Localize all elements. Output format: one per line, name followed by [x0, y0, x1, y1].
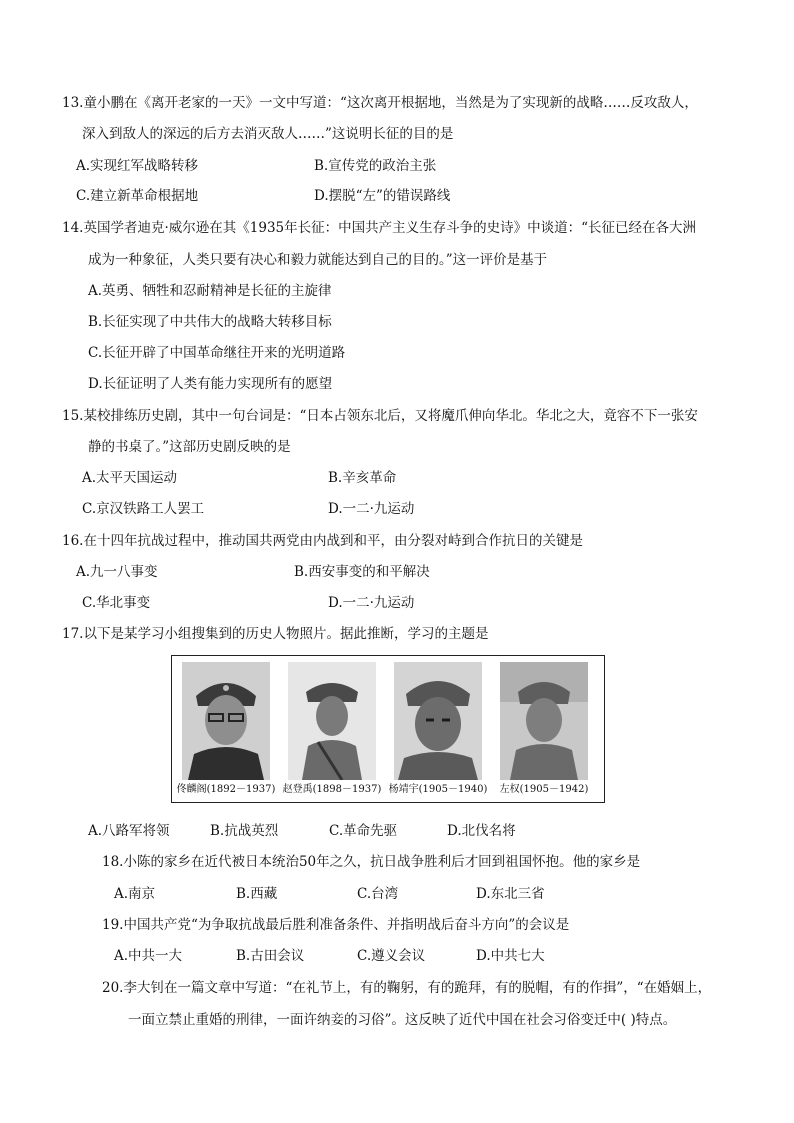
question-16-option-d: D.一二·九运动: [328, 595, 415, 611]
question-16-option-c: C.华北事变: [82, 595, 151, 611]
portrait-caption-4: 左权(1905－1942): [499, 784, 589, 795]
portrait-image-4: [500, 662, 588, 780]
question-13-option-d: D.摆脱“左”的错误路线: [314, 188, 451, 204]
question-16-option-b: B.西安事变的和平解决: [294, 564, 430, 580]
question-15-stem-line-2: 静的书桌了。”这部历史剧反映的是: [88, 439, 291, 455]
question-20-stem-line-2: 一面立禁止重婚的刑律，一面许纳妾的习俗”。这反映了近代中国在社会习俗变迁中( )特点。: [128, 1012, 677, 1028]
question-18-option-d: D.东北三省: [476, 886, 545, 902]
question-17-stem: 17.以下是某学习小组搜集到的历史人物照片。据此推断，学习的主题是: [62, 626, 489, 642]
question-13-stem-line-1: 13.童小鹏在《离开老家的一天》一文中写道：“这次离开根据地，当然是为了实现新的战略……反攻敌人，: [62, 95, 698, 111]
question-14-option-d: D.长征证明了人类有能力实现所有的愿望: [88, 376, 333, 392]
question-15-stem-line-1: 15.某校排练历史剧，其中一句台词是：“日本占领东北后，又将魔爪伸向华北。华北之大，竟容不下一张安: [62, 408, 698, 424]
question-18-option-c: C.台湾: [357, 886, 399, 902]
question-17-option-a: A.八路军将领: [88, 823, 170, 839]
question-14-option-c: C.长征开辟了中国革命继往开来的光明道路: [88, 345, 346, 361]
portrait-photo-1: [176, 660, 276, 800]
portrait-photo-strip: [171, 655, 605, 803]
question-17-option-b: B.抗战英烈: [210, 823, 279, 839]
portrait-image-3: [394, 662, 482, 780]
question-15-option-d: D.一二·九运动: [328, 501, 415, 517]
portrait-photo-3: [388, 660, 488, 800]
question-19-stem: 19.中国共产党“为争取抗战最后胜利准备条件、并指明战后奋斗方向”的会议是: [102, 917, 570, 933]
question-15-option-a: A.太平天国运动: [82, 470, 178, 486]
question-13-option-a: A.实现红军战略转移: [76, 158, 199, 174]
portrait-caption-1: 佟麟阁(1892－1937): [176, 784, 276, 795]
question-19-option-c: C.遵义会议: [357, 948, 426, 964]
question-17-option-d: D.北伐名将: [447, 823, 516, 839]
question-13-option-b: B.宣传党的政治主张: [314, 158, 437, 174]
question-13-stem-line-2: 深入到敌人的深远的后方去消灭敌人……”这说明长征的目的是: [82, 126, 454, 142]
question-18-option-b: B.西藏: [236, 886, 278, 902]
question-17-option-c: C.革命先驱: [329, 823, 398, 839]
question-18-option-a: A.南京: [114, 886, 156, 902]
question-19-option-d: D.中共七大: [476, 948, 545, 964]
portrait-image-1: [182, 662, 270, 780]
question-19-option-a: A.中共一大: [114, 948, 183, 964]
portrait-caption-3: 杨靖宇(1905－1940): [388, 784, 488, 795]
question-13-option-c: C.建立新革命根据地: [76, 188, 199, 204]
portrait-photo-2: [282, 660, 382, 800]
portrait-caption-2: 赵登禹(1898－1937): [282, 784, 382, 795]
portrait-photo-4: [494, 660, 594, 800]
question-18-stem: 18.小陈的家乡在近代被日本统治50年之久，抗日战争胜利后才回到祖国怀抱。他的家乡是: [102, 854, 641, 870]
question-16-option-a: A.九一八事变: [76, 564, 158, 580]
question-14-option-a: A.英勇、牺牲和忍耐精神是长征的主旋律: [88, 283, 332, 299]
question-14-stem-line-2: 成为一种象征，人类只要有决心和毅力就能达到自己的目的。”这一评价是基于: [88, 252, 548, 268]
question-15-option-c: C.京汉铁路工人罢工: [82, 501, 205, 517]
question-14-option-b: B.长征实现了中共伟大的战略大转移目标: [88, 314, 332, 330]
question-20-stem-line-1: 20.李大钊在一篇文章中写道：“在礼节上，有的鞠躬，有的跪拜，有的脱帽，有的作揖”，“在婚姻上，: [102, 980, 712, 996]
portrait-image-2: [288, 662, 376, 780]
question-16-stem: 16.在十四年抗战过程中，推动国共两党由内战到和平，由分裂对峙到合作抗日的关键是: [62, 533, 583, 549]
question-15-option-b: B.辛亥革命: [328, 470, 397, 486]
question-19-option-b: B.古田会议: [236, 948, 305, 964]
question-14-stem-line-1: 14.英国学者迪克·威尔逊在其《1935年长征：中国共产主义生存斗争的史诗》中谈道：“长征已经在各大洲: [62, 220, 697, 236]
